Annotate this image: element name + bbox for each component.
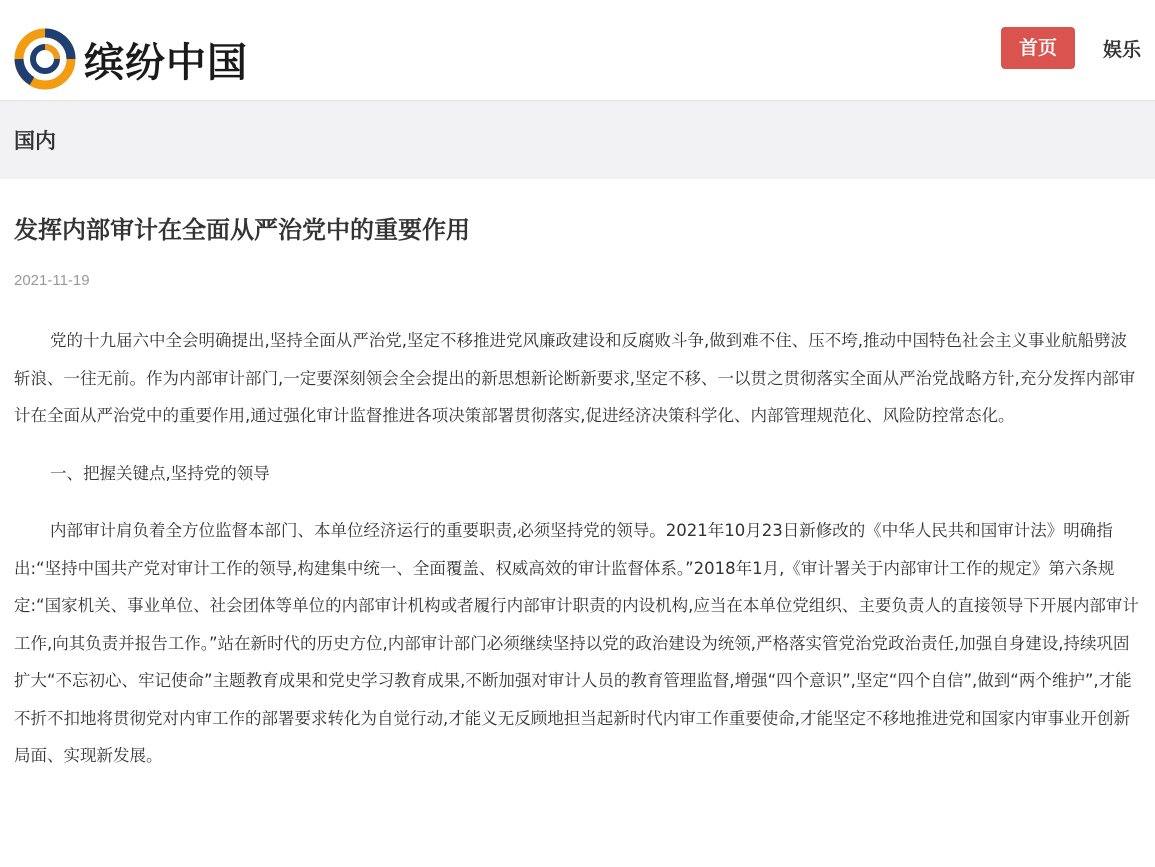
article-paragraph: 内部审计肩负着全方位监督本部门、本单位经济运行的重要职责,必须坚持党的领导。2021年10月23日新修改的《中华人民共和国审计法》明确指出:“坚持中国共产党对审计工作的领导,构建集中统一、全面覆盖、权威高效的审计监督体系。”2018年1月,《审计署关于内部审计工作的规定》第六条规定:“国家机关、事业单位、社会团体等单位的内部审计机构或者履行内部审计职责的内设机构,应当在本单位党组织、主要负责人的直接领导下开展内部审计工作,向其负责并报告工作。”站在新时代的历史方位,内部审计部门必须继续坚持以党的政治建设为统领,严格落实管党治党政治责任,加强自身建设,持续巩固扩大“不忘初心、牢记使命”主题教育成果和党史学习教育成果,不断加强对审计人员的教育管理监督,增强“四个意识”,坚定“四个自信”,做到“两个维护”,才能不折不扣地将贯彻党对内审工作的部署要求转化为自觉行动,才能义无反顾地担当起新时代内审工作重要使命,才能坚定不移地推进党和国家内审事业开创新局面、实现新发展。 (14, 521, 1139, 765)
site-logo[interactable] (14, 22, 274, 96)
logo-text: 缤纷中国 (84, 39, 248, 86)
site-header (0, 0, 1155, 101)
nav-entertainment-link[interactable]: 娱乐 (1102, 38, 1141, 61)
article-date: 2021-11-19 (14, 272, 90, 289)
logo-swirl-icon (14, 28, 76, 90)
category-link[interactable]: 国内 (14, 129, 56, 153)
top-nav (1001, 27, 1141, 69)
category-bar (0, 101, 1155, 179)
article-title: 发挥内部审计在全面从严治党中的重要作用 (14, 216, 470, 244)
article-paragraph: 党的十九届六中全会明确提出,坚持全面从严治党,坚定不移推进党风廉政建设和反腐败斗争,做到难不住、压不垮,推动中国特色社会主义事业航船劈波斩浪、一往无前。作为内部审计部门,一定要深刻领会全会提出的新思想新论断新要求,坚定不移、一以贯之贯彻落实全面从严治党战略方针,充分发挥内部审计在全面从严治党中的重要作用,通过强化审计监督推进各项决策部署贯彻落实,促进经济决策科学化、内部管理规范化、风险防控常态化。 (14, 331, 1136, 425)
nav-home-button[interactable]: 首页 (1001, 27, 1075, 69)
article (0, 213, 1155, 775)
article-section-heading: 一、把握关键点,坚持党的领导 (50, 463, 270, 483)
